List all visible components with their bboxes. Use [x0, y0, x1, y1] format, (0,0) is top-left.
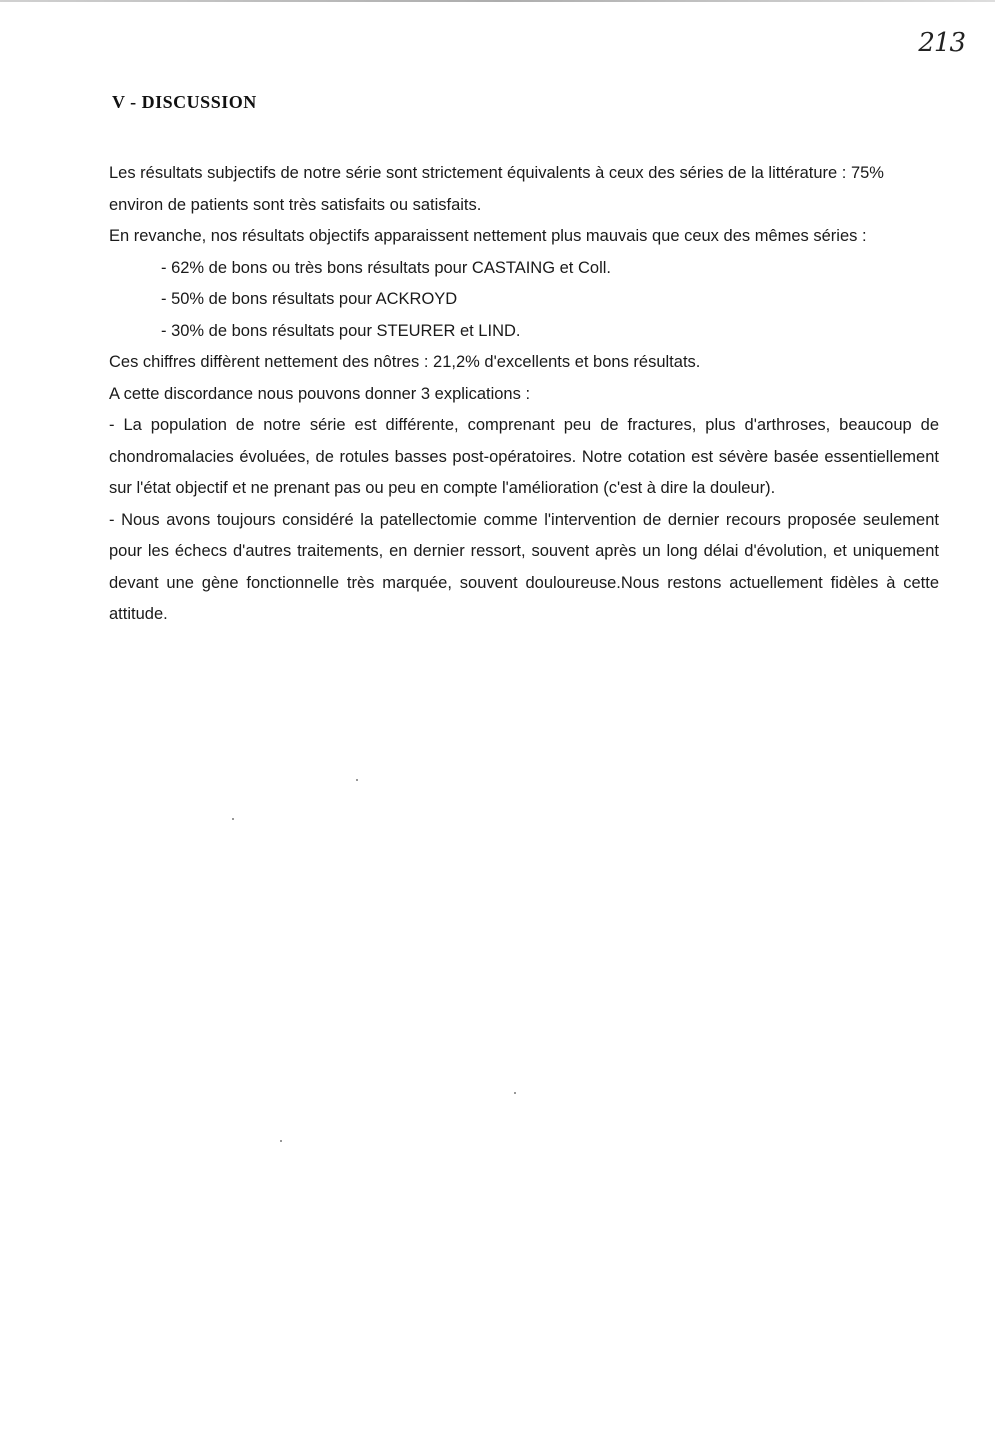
- scan-speck: [514, 1092, 516, 1094]
- list-item-castaing: - 62% de bons ou très bons résultats pour CASTAING et Coll.: [161, 258, 611, 277]
- list-item-steurer: - 30% de bons résultats pour STEURER et LIND.: [161, 321, 521, 340]
- scan-top-edge: [0, 0, 995, 2]
- paragraph-subjective-results: Les résultats subjectifs de notre série sont strictement équivalents à ceux des séries de la littérature : 75% environ de patients sont très satisfaits ou satisfaits.: [109, 164, 884, 214]
- page-number: 213: [918, 28, 965, 58]
- scan-speck: [232, 818, 234, 820]
- paragraph-explanations-intro: A cette discordance nous pouvons donner 3 explications :: [109, 384, 531, 403]
- paragraph-figures: Ces chiffres diffèrent nettement des nôtres : 21,2% d'excellents et bons résultats.: [109, 353, 701, 371]
- paragraph-explanation-last-resort: - Nous avons toujours considéré la patellectomie comme l'intervention de dernier recours proposée seulement pour les échecs d'autres traitements, en dernier ressort, souvent après un long délai d'évolution, et uniquement devant une gène fonctionnelle très marquée, souvent douloureuse.Nous restons actuellement fidèles à cette attitude.: [109, 510, 939, 623]
- paragraph-explanation-population: - La population de notre série est différente, comprenant peu de fractures, plus d'arthroses, beaucoup de chondromalacies évoluées, de rotules basses post-opératoires. Notre cotation est sévère basée essentiellement sur l'état objectif et ne prenant pas ou peu en compte l'amélioration (c'est à dire la douleur).: [109, 416, 939, 497]
- list-item-ackroyd: - 50% de bons résultats pour ACKROYD: [161, 290, 458, 308]
- section-heading: V - DISCUSSION: [112, 92, 257, 112]
- scan-speck: [280, 1140, 282, 1142]
- paragraph-objective-results: En revanche, nos résultats objectifs apparaissent nettement plus mauvais que ceux des mêmes séries :: [109, 227, 867, 245]
- discussion-body: [109, 158, 939, 631]
- scan-speck: [356, 779, 358, 781]
